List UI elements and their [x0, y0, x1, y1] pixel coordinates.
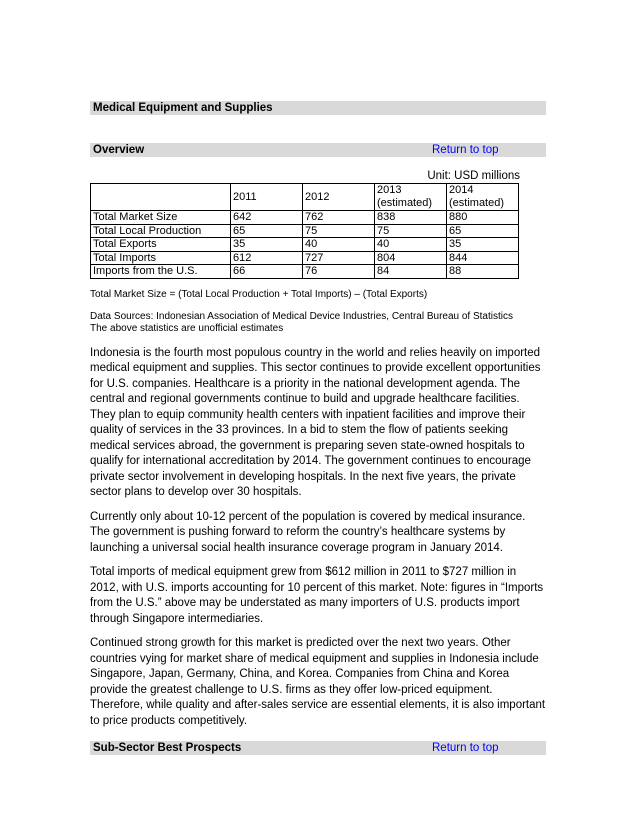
subsector-title: Sub-Sector Best Prospects: [93, 742, 242, 754]
table-row: [91, 265, 519, 279]
table-header-cell: 2014 (estimated): [447, 184, 519, 211]
imports-paragraph: Total imports of medical equipment grew from $612 million in 2011 to $727 million in 2012, with U.S. imports accounting for 10 percent of this market. Note: figures in “Imports from the U.S.” above may be understated as many importers of U.S. products import through Singapore intermediaries.: [90, 566, 544, 625]
unit-label: Unit: USD millions: [427, 170, 520, 182]
overview-paragraph: Indonesia is the fourth most populous country in the world and relies heavily on imported medical equipment and supplies. This sector continues to provide excellent opportunities for U.S. companies. Healthcare is a priority in the national development agenda. The central and regional governments continue to build and upgrade healthcare facilities. They plan to equip community health centers with inpatient facilities and improve their quality of services in the 33 provinces. In a bid to stem the flow of patients seeking medical services abroad, the government is preparing seven state-owned hospitals to qualify for international accreditation by 2014. The government continues to encourage private sector involvement in developing hospitals. In the next five years, the private sector plans to develop over 30 hospitals.: [90, 346, 541, 498]
table-header-cell: 2012: [303, 184, 375, 211]
table-cell: 84: [375, 265, 447, 279]
table-cell: 35: [447, 238, 519, 252]
data-sources-line: Data Sources: Indonesian Association of Medical Device Industries, Central Bureau of Statistics: [90, 310, 513, 322]
table-row: [91, 211, 519, 225]
table-cell: 65: [447, 224, 519, 238]
table-cell: Total Imports: [91, 251, 231, 265]
table-row: [91, 238, 519, 252]
table-cell: Total Local Production: [91, 224, 231, 238]
table-row: [91, 251, 519, 265]
table-cell: 75: [303, 224, 375, 238]
overview-heading-bar: [90, 143, 546, 157]
market-statistics-table: [90, 183, 519, 279]
table-cell: 88: [447, 265, 519, 279]
table-cell: 838: [375, 211, 447, 225]
table-header-cell: [91, 184, 231, 211]
table-cell: Total Exports: [91, 238, 231, 252]
table-cell: Total Market Size: [91, 211, 231, 225]
table-cell: 612: [231, 251, 303, 265]
table-cell: 642: [231, 211, 303, 225]
table-cell: 804: [375, 251, 447, 265]
document-page: [90, 101, 546, 755]
table-header-cell: 2011: [231, 184, 303, 211]
competition-paragraph: Continued strong growth for this market is predicted over the next two years. Other countries vying for market share of medical equipment and supplies in Indonesia include Singapore, Japan, Germany, China, and Korea. Companies from China and Korea provide the greatest challenge to U.S. firms as they offer low-priced equipment. Therefore, while quality and after-sales service are essential elements, it is also important to price products competitively.: [90, 637, 546, 727]
table-cell: 880: [447, 211, 519, 225]
table-cell: 40: [303, 238, 375, 252]
table-row: [91, 224, 519, 238]
market-size-formula: Total Market Size = (Total Local Production + Total Imports) – (Total Exports): [90, 288, 428, 300]
table-cell: Imports from the U.S.: [91, 265, 231, 279]
subsector-heading-bar: [90, 741, 546, 755]
table-cell: 66: [231, 265, 303, 279]
table-cell: 65: [231, 224, 303, 238]
table-cell: 762: [303, 211, 375, 225]
table-cell: 35: [231, 238, 303, 252]
table-cell: 76: [303, 265, 375, 279]
return-to-top-link[interactable]: Return to top: [432, 144, 499, 156]
table-cell: 844: [447, 251, 519, 265]
return-to-top-link[interactable]: Return to top: [432, 742, 499, 754]
table-cell: 727: [303, 251, 375, 265]
table-header-cell: 2013 (estimated): [375, 184, 447, 211]
data-sources-note: [90, 311, 546, 335]
section-title: Medical Equipment and Supplies: [93, 102, 273, 114]
section-title-bar: [90, 101, 546, 115]
overview-title: Overview: [93, 144, 145, 156]
insurance-paragraph: Currently only about 10-12 percent of the population is covered by medical insurance. The government is pushing forward to reform the country’s healthcare systems by launching a universal social health insurance coverage program in January 2014.: [90, 510, 526, 554]
table-cell: 75: [375, 224, 447, 238]
estimates-disclaimer: The above statistics are unofficial estimates: [90, 322, 284, 334]
table-header-row: [91, 184, 519, 211]
table-cell: 40: [375, 238, 447, 252]
